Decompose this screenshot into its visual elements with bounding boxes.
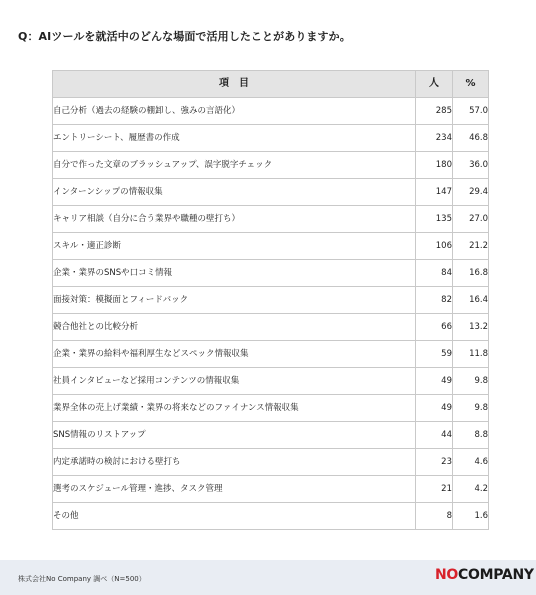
table-row <box>53 368 489 395</box>
row-count: 49 <box>416 368 453 395</box>
row-label: キャリア相談（自分に合う業界や職種の壁打ち） <box>53 206 416 233</box>
row-count: 59 <box>416 341 453 368</box>
row-percent: 4.2 <box>453 476 489 503</box>
row-count: 49 <box>416 395 453 422</box>
question-title: Q：AIツールを就活中のどんな場面で活用したことがありますか。 <box>18 30 351 43</box>
table-row <box>53 422 489 449</box>
header-item: 項 目 <box>53 71 416 98</box>
row-label: 業界全体の売上げ業績・業界の将来などのファイナンス情報収集 <box>53 395 416 422</box>
row-label: 面接対策：模擬面とフィードバック <box>53 287 416 314</box>
table-header-row <box>53 71 489 98</box>
row-count: 84 <box>416 260 453 287</box>
row-percent: 21.2 <box>453 233 489 260</box>
header-count: 人 <box>416 71 453 98</box>
row-percent: 9.8 <box>453 395 489 422</box>
row-label: 内定承諾時の検討における壁打ち <box>53 449 416 476</box>
row-count: 135 <box>416 206 453 233</box>
row-percent: 13.2 <box>453 314 489 341</box>
table-row <box>53 206 489 233</box>
row-percent: 4.6 <box>453 449 489 476</box>
row-label: インターンシップの情報収集 <box>53 179 416 206</box>
header-percent: % <box>453 71 489 98</box>
row-label: 企業・業界の給料や福利厚生などスペック情報収集 <box>53 341 416 368</box>
row-percent: 11.8 <box>453 341 489 368</box>
source-note: 株式会社No Company 調べ（N=500） <box>18 575 146 583</box>
row-count: 285 <box>416 98 453 125</box>
row-count: 23 <box>416 449 453 476</box>
table-row <box>53 341 489 368</box>
row-percent: 27.0 <box>453 206 489 233</box>
row-percent: 46.8 <box>453 125 489 152</box>
table-row <box>53 179 489 206</box>
row-percent: 16.4 <box>453 287 489 314</box>
table-row <box>53 503 489 530</box>
table-row <box>53 260 489 287</box>
row-count: 44 <box>416 422 453 449</box>
row-count: 106 <box>416 233 453 260</box>
row-label: 自己分析（過去の経験の棚卸し、強みの言語化） <box>53 98 416 125</box>
table-row <box>53 395 489 422</box>
table-row <box>53 233 489 260</box>
logo-company: COMPANY <box>458 567 534 583</box>
row-percent: 9.8 <box>453 368 489 395</box>
table-row <box>53 314 489 341</box>
row-count: 82 <box>416 287 453 314</box>
row-label: 自分で作った文章のブラッシュアップ、誤字脱字チェック <box>53 152 416 179</box>
row-count: 66 <box>416 314 453 341</box>
row-label: エントリーシート、履歴書の作成 <box>53 125 416 152</box>
table-row <box>53 287 489 314</box>
row-count: 147 <box>416 179 453 206</box>
row-label: 社員インタビューなど採用コンテンツの情報収集 <box>53 368 416 395</box>
row-percent: 16.8 <box>453 260 489 287</box>
row-percent: 8.8 <box>453 422 489 449</box>
table-row <box>53 449 489 476</box>
row-label: 企業・業界のSNSや口コミ情報 <box>53 260 416 287</box>
survey-results-table <box>52 70 489 530</box>
row-label: 選考のスケジュール管理・進捗、タスク管理 <box>53 476 416 503</box>
row-percent: 57.0 <box>453 98 489 125</box>
table-row <box>53 98 489 125</box>
table-row <box>53 476 489 503</box>
row-percent: 1.6 <box>453 503 489 530</box>
row-count: 21 <box>416 476 453 503</box>
company-logo <box>435 567 534 583</box>
row-count: 234 <box>416 125 453 152</box>
row-label: SNS情報のリストアップ <box>53 422 416 449</box>
row-percent: 29.4 <box>453 179 489 206</box>
row-count: 8 <box>416 503 453 530</box>
table-row <box>53 125 489 152</box>
logo-no: NO <box>435 567 459 583</box>
row-count: 180 <box>416 152 453 179</box>
row-label: その他 <box>53 503 416 530</box>
row-label: スキル・適正診断 <box>53 233 416 260</box>
row-label: 競合他社との比較分析 <box>53 314 416 341</box>
table-row <box>53 152 489 179</box>
row-percent: 36.0 <box>453 152 489 179</box>
